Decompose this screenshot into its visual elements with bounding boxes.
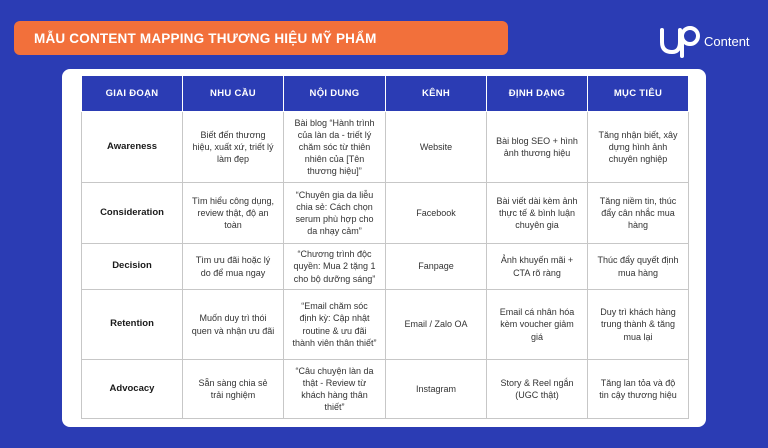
cell-content: “Email chăm sóc định kỳ: Cập nhật routine & ưu đãi thành viên thân thiết” bbox=[284, 290, 386, 360]
content-mapping-table bbox=[81, 75, 689, 419]
logo-text: Content bbox=[704, 33, 750, 49]
cell-content: “Câu chuyện làn da thật - Review từ khách hàng thân thiết” bbox=[284, 360, 386, 419]
column-header-stage: GIAI ĐOẠN bbox=[82, 76, 183, 112]
cell-stage: Awareness bbox=[82, 112, 183, 183]
cell-format: Ảnh khuyến mãi + CTA rõ ràng bbox=[487, 244, 588, 290]
up-logo-icon bbox=[658, 22, 702, 58]
table-row bbox=[82, 360, 689, 419]
cell-stage: Consideration bbox=[82, 183, 183, 244]
cell-channel: Instagram bbox=[386, 360, 487, 419]
cell-content: “Chuyên gia da liễu chia sẻ: Cách chọn serum phù hợp cho da nhạy cảm” bbox=[284, 183, 386, 244]
table-header-row bbox=[82, 76, 689, 112]
cell-goal: Thúc đẩy quyết định mua hàng bbox=[588, 244, 689, 290]
cell-need: Sẵn sàng chia sẻ trải nghiệm bbox=[183, 360, 284, 419]
cell-channel: Email / Zalo OA bbox=[386, 290, 487, 360]
cell-goal: Tăng nhận biết, xây dựng hình ảnh chuyên nghiệp bbox=[588, 112, 689, 183]
cell-channel: Facebook bbox=[386, 183, 487, 244]
column-header-channel: KÊNH bbox=[386, 76, 487, 112]
cell-channel: Website bbox=[386, 112, 487, 183]
cell-goal: Duy trì khách hàng trung thành & tăng mua lại bbox=[588, 290, 689, 360]
cell-need: Tìm hiểu công dụng, review thật, độ an toàn bbox=[183, 183, 284, 244]
cell-format: Email cá nhân hóa kèm voucher giảm giá bbox=[487, 290, 588, 360]
cell-need: Tìm ưu đãi hoặc lý do để mua ngay bbox=[183, 244, 284, 290]
cell-goal: Tăng niềm tin, thúc đẩy cân nhắc mua hàng bbox=[588, 183, 689, 244]
cell-format: Bài viết dài kèm ảnh thực tế & bình luận chuyên gia bbox=[487, 183, 588, 244]
cell-need: Muốn duy trì thói quen và nhận ưu đãi bbox=[183, 290, 284, 360]
cell-goal: Tăng lan tỏa và độ tin cậy thương hiệu bbox=[588, 360, 689, 419]
cell-format: Story & Reel ngắn (UGC thật) bbox=[487, 360, 588, 419]
title-banner bbox=[14, 21, 508, 55]
cell-content: “Chương trình độc quyền: Mua 2 tặng 1 cho bộ dưỡng sáng” bbox=[284, 244, 386, 290]
cell-channel: Fanpage bbox=[386, 244, 487, 290]
table-row bbox=[82, 112, 689, 183]
cell-need: Biết đến thương hiệu, xuất xứ, triết lý làm đẹp bbox=[183, 112, 284, 183]
brand-logo bbox=[658, 20, 758, 60]
table-row bbox=[82, 290, 689, 360]
column-header-format: ĐỊNH DẠNG bbox=[487, 76, 588, 112]
column-header-goal: MỤC TIÊU bbox=[588, 76, 689, 112]
page-title: MẪU CONTENT MAPPING THƯƠNG HIỆU MỸ PHẨM bbox=[34, 30, 377, 46]
table-row bbox=[82, 183, 689, 244]
column-header-content: NỘI DUNG bbox=[284, 76, 386, 112]
cell-stage: Decision bbox=[82, 244, 183, 290]
cell-stage: Advocacy bbox=[82, 360, 183, 419]
column-header-need: NHU CẦU bbox=[183, 76, 284, 112]
cell-stage: Retention bbox=[82, 290, 183, 360]
cell-content: Bài blog “Hành trình của làn da - triết lý chăm sóc từ thiên nhiên của [Tên thương hiệu]” bbox=[284, 112, 386, 183]
cell-format: Bài blog SEO + hình ảnh thương hiệu bbox=[487, 112, 588, 183]
table-row bbox=[82, 244, 689, 290]
